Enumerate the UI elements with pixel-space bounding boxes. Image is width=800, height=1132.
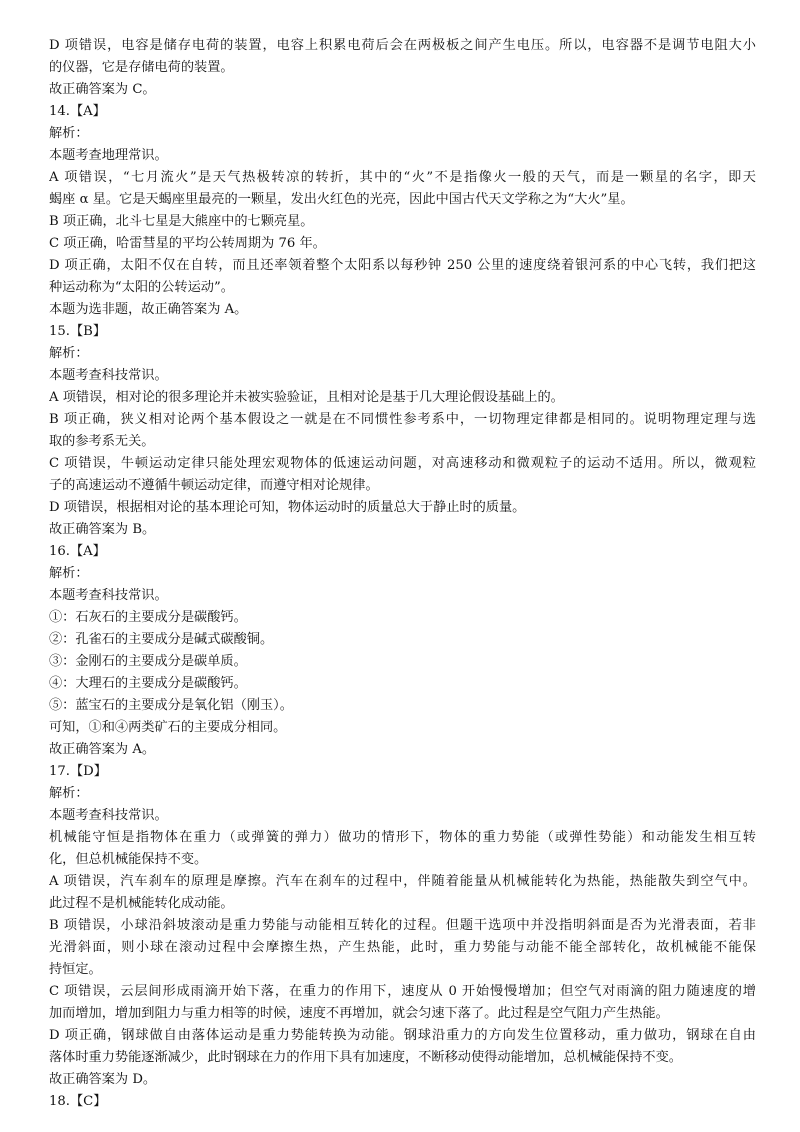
text-line: A 项错误，相对论的很多理论并未被实验验证，且相对论是基于几大理论假设基础上的。: [49, 390, 564, 405]
text-line: 故正确答案为 A。: [49, 742, 156, 757]
analysis-label: 解析：: [49, 126, 89, 141]
text-line: 故正确答案为 C。: [49, 82, 156, 97]
answer-heading: 16.【A】: [49, 544, 106, 559]
text-line: 本题为选非题，故正确答案为 A。: [49, 302, 248, 317]
text-line: 本题考查地理常识。: [49, 148, 168, 163]
text-line: 持恒定。: [49, 962, 102, 977]
text-line: 的仪器，它是存储电荷的装置。: [49, 60, 234, 75]
text-line: 种运动称为“太阳的公转运动”。: [49, 280, 234, 295]
text-line: 落体时重力势能逐渐减少，此时钢球在力的作用下具有加速度，不断移动使得动能增加，总机械能保持不变。: [49, 1050, 682, 1065]
text-line: 化，但总机械能保持不变。: [49, 852, 208, 867]
text-line: ④：大理石的主要成分是碳酸钙。: [49, 676, 247, 691]
text-line: D 项正确，太阳不仅在自转，而且还率领着整个太阳系以每秒钟 250 公里的速度绕着银河系的中心飞转，我们把这: [49, 258, 756, 273]
text-line: B 项正确，北斗七星是大熊座中的七颗亮星。: [49, 214, 314, 229]
text-line: 取的参考系无关。: [49, 434, 155, 449]
analysis-label: 解析：: [49, 566, 89, 581]
text-line: 本题考查科技常识。: [49, 808, 168, 823]
text-line: ①：石灰石的主要成分是碳酸钙。: [49, 610, 247, 625]
text-line: A 项错误，汽车刹车的原理是摩擦。汽车在刹车的过程中，伴随着能量从机械能转化为热能，热能散失到空气中。: [49, 874, 756, 889]
text-line: B 项错误，小球沿斜坡滚动是重力势能与动能相互转化的过程。但题干选项中并没指明斜面是否为光滑表面，若非: [49, 918, 756, 933]
answer-heading: 17.【D】: [49, 764, 107, 779]
text-line: ②：孔雀石的主要成分是碱式碳酸铜。: [49, 632, 274, 647]
text-line: 故正确答案为 B。: [49, 522, 156, 537]
text-line: ⑤：蓝宝石的主要成分是氧化铝（刚玉）。: [49, 698, 293, 713]
analysis-label: 解析：: [49, 346, 89, 361]
analysis-label: 解析：: [49, 786, 89, 801]
answer-heading: 15.【B】: [49, 324, 107, 339]
text-line: 加而增加，增加到阻力与重力相等的时候，速度不再增加，就会匀速下落了。此过程是空气阻力产生热能。: [49, 1006, 669, 1021]
text-line: 本题考查科技常识。: [49, 368, 168, 383]
text-line: 子的高速运动不遵循牛顿运动定律，而遵守相对论规律。: [49, 478, 379, 493]
text-line: C 项错误，云层间形成雨滴开始下落，在重力的作用下，速度从 0 开始慢慢增加；但空气对雨滴的阻力随速度的增: [49, 984, 756, 999]
text-line: C 项错误，牛顿运动定律只能处理宏观物体的低速运动问题，对高速移动和微观粒子的运动不适用。所以，微观粒: [49, 456, 756, 471]
text-line: 本题考查科技常识。: [49, 588, 168, 603]
text-line: 此过程不是机械能转化成动能。: [49, 896, 234, 911]
text-line: B 项正确，狭义相对论两个基本假设之一就是在不同惯性参考系中，一切物理定律都是相同的。说明物理定理与选: [49, 412, 756, 427]
text-line: 可知，①和④两类矿石的主要成分相同。: [49, 720, 287, 735]
text-line: 机械能守恒是指物体在重力（或弹簧的弹力）做功的情形下，物体的重力势能（或弹性势能）和动能发生相互转: [49, 830, 756, 845]
text-line: 蝎座 α 星。它是天蝎座里最亮的一颗星，发出火红色的光亮，因此中国古代天文学称之为“大火”星。: [49, 192, 634, 207]
text-line: D 项错误，电容是储存电荷的装置，电容上积累电荷后会在两极板之间产生电压。所以，电容器不是调节电阻大小: [49, 38, 756, 53]
text-line: ③：金刚石的主要成分是碳单质。: [49, 654, 247, 669]
text-line: C 项正确，哈雷彗星的平均公转周期为 76 年。: [49, 236, 326, 251]
answer-heading: 14.【A】: [49, 104, 106, 119]
text-line: A 项错误，“七月流火”是天气热极转凉的转折，其中的“火”不是指像火一般的天气，而是一颗星的名字，即天: [49, 170, 756, 185]
text-line: D 项错误，根据相对论的基本理论可知，物体运动时的质量总大于静止时的质量。: [49, 500, 526, 515]
answer-heading: 18.【C】: [49, 1094, 107, 1109]
text-line: 故正确答案为 D。: [49, 1072, 157, 1087]
text-line: D 项正确，钢球做自由落体运动是重力势能转换为动能。钢球沿重力的方向发生位置移动，重力做功，钢球在自由: [49, 1028, 756, 1043]
text-line: 光滑斜面，则小球在滚动过程中会摩擦生热，产生热能，此时，重力势能与动能不能全部转化，故机械能不能保: [49, 940, 756, 955]
